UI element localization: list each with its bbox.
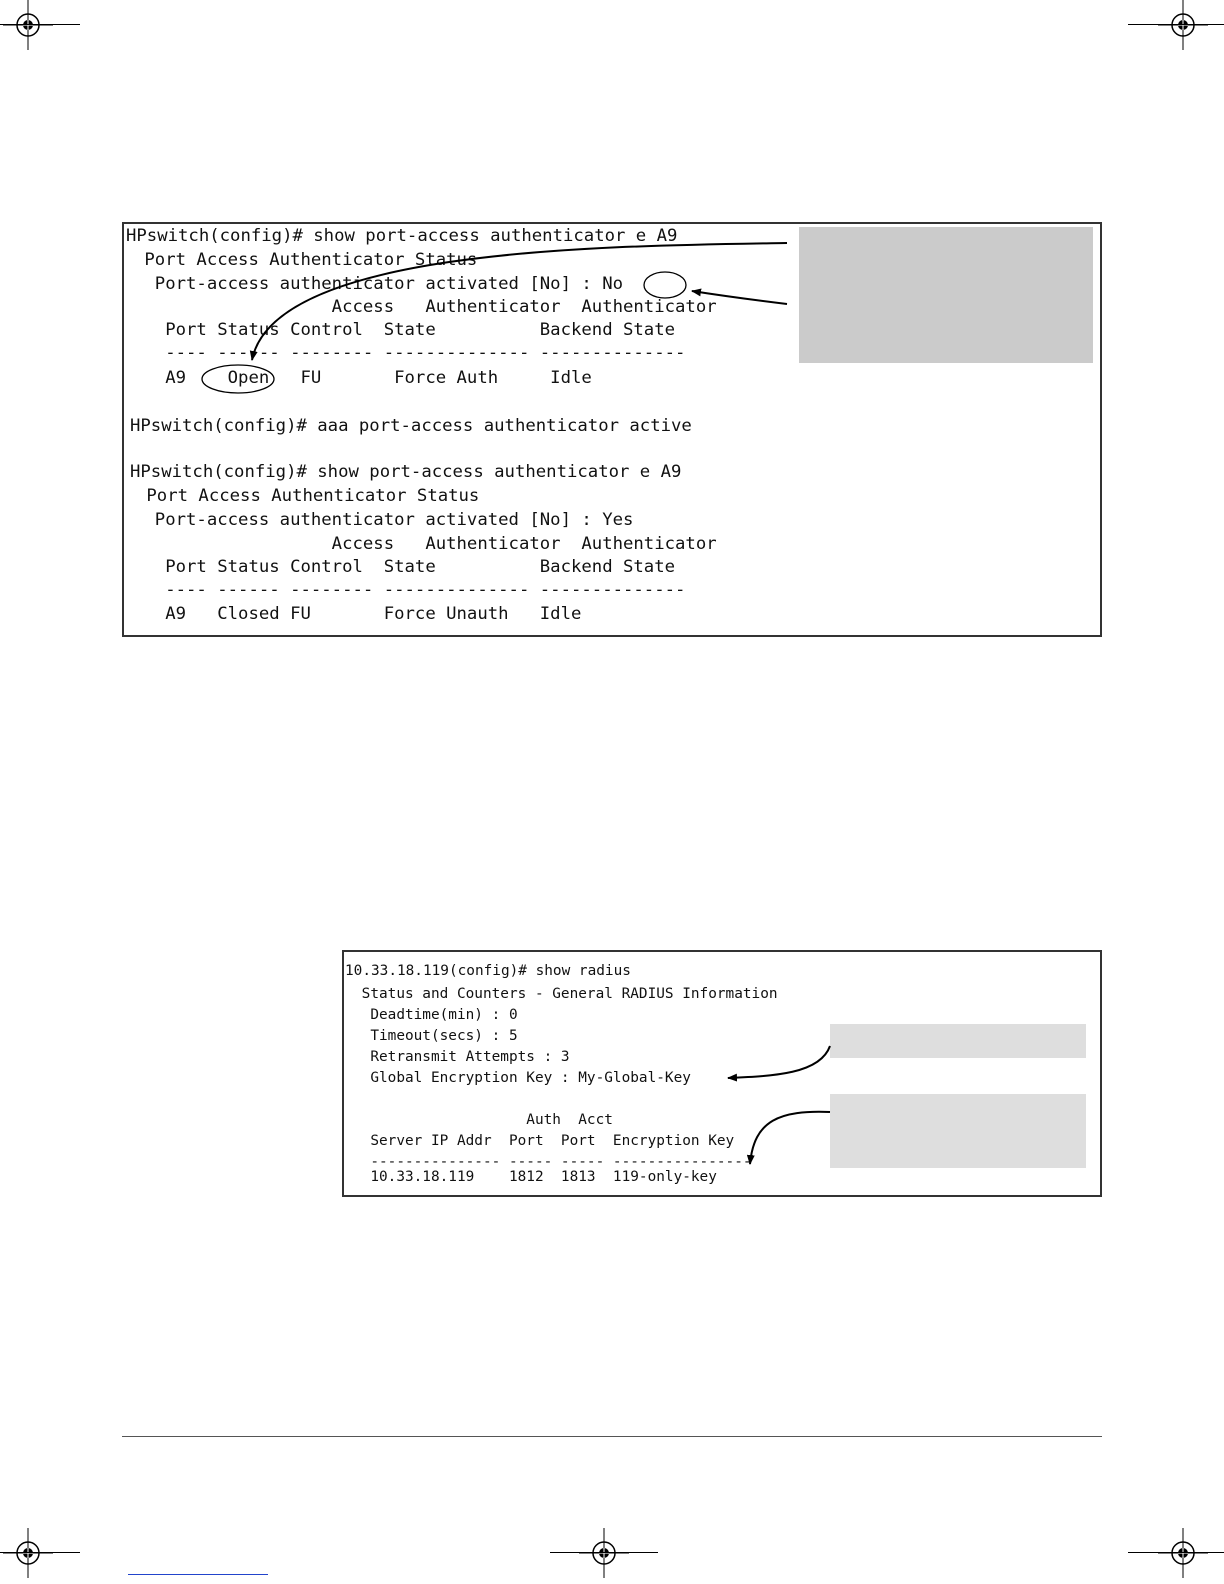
- arrow-icon: [728, 1046, 830, 1078]
- terminal-line: Port Status Control State Backend State: [134, 320, 676, 340]
- crop-line: [0, 24, 80, 25]
- terminal-screenshot-radius: [342, 950, 1102, 1197]
- terminal-line: 10.33.18.119 1812 1813 119-only-key: [353, 1169, 717, 1185]
- arrow-icon: [692, 291, 787, 304]
- terminal-line: Access Authenticator Authenticator: [134, 534, 717, 554]
- terminal-line: Retransmit Attempts : 3: [353, 1049, 570, 1065]
- terminal-line: A9 Open FU Force Auth Idle: [134, 368, 592, 388]
- terminal-line: HPswitch(config)# show port-access authenticator e A9: [126, 226, 678, 246]
- arrow-icon: [252, 243, 787, 360]
- terminal-line: HPswitch(config)# show port-access authenticator e A9: [130, 462, 682, 482]
- terminal-line: Deadtime(min) : 0: [353, 1007, 518, 1023]
- terminal-line: Server IP Addr Port Port Encryption Key: [353, 1133, 735, 1149]
- annotation-arrows: [124, 224, 1100, 635]
- terminal-line: A9 Closed FU Force Unauth Idle: [134, 604, 582, 624]
- registration-mark-icon: [579, 1528, 629, 1578]
- registration-mark-icon: [1158, 1528, 1208, 1578]
- terminal-line: Port-access authenticator activated [No] : No: [134, 274, 623, 294]
- terminal-line: Port Access Authenticator Status: [136, 486, 480, 506]
- registration-mark-icon: [3, 1528, 53, 1578]
- terminal-line: 10.33.18.119(config)# show radius: [345, 963, 631, 979]
- highlight-circle: [202, 365, 274, 393]
- terminal-line: ---- ------ -------- -------------- --------------: [134, 343, 686, 363]
- terminal-line: Access Authenticator Authenticator: [134, 297, 717, 317]
- terminal-line: Status and Counters - General RADIUS Information: [353, 986, 778, 1002]
- footer-rule: [122, 1436, 1102, 1437]
- terminal-line: Port Access Authenticator Status: [134, 250, 478, 270]
- footer-link-underline: [128, 1574, 268, 1575]
- terminal-line: Global Encryption Key : My-Global-Key: [353, 1070, 691, 1086]
- terminal-line: HPswitch(config)# aaa port-access authenticator active: [130, 416, 692, 436]
- highlight-circle: [644, 272, 686, 298]
- terminal-line: --------------- ----- ----- ----------------: [353, 1154, 752, 1170]
- terminal-screenshot-port-access: [122, 222, 1102, 637]
- crop-line: [0, 1552, 80, 1553]
- arrow-icon: [750, 1112, 830, 1164]
- annotation-arrows: [344, 952, 1100, 1195]
- registration-mark-icon: [1158, 0, 1208, 50]
- terminal-line: Auth Acct: [353, 1112, 613, 1128]
- terminal-line: Timeout(secs) : 5: [353, 1028, 518, 1044]
- crop-line: [550, 1552, 658, 1553]
- terminal-line: Port-access authenticator activated [No] : Yes: [134, 510, 634, 530]
- terminal-line: ---- ------ -------- -------------- --------------: [134, 580, 686, 600]
- terminal-line: Port Status Control State Backend State: [134, 557, 676, 577]
- crop-line: [1128, 1552, 1224, 1553]
- registration-mark-icon: [3, 0, 53, 50]
- crop-line: [1128, 24, 1224, 25]
